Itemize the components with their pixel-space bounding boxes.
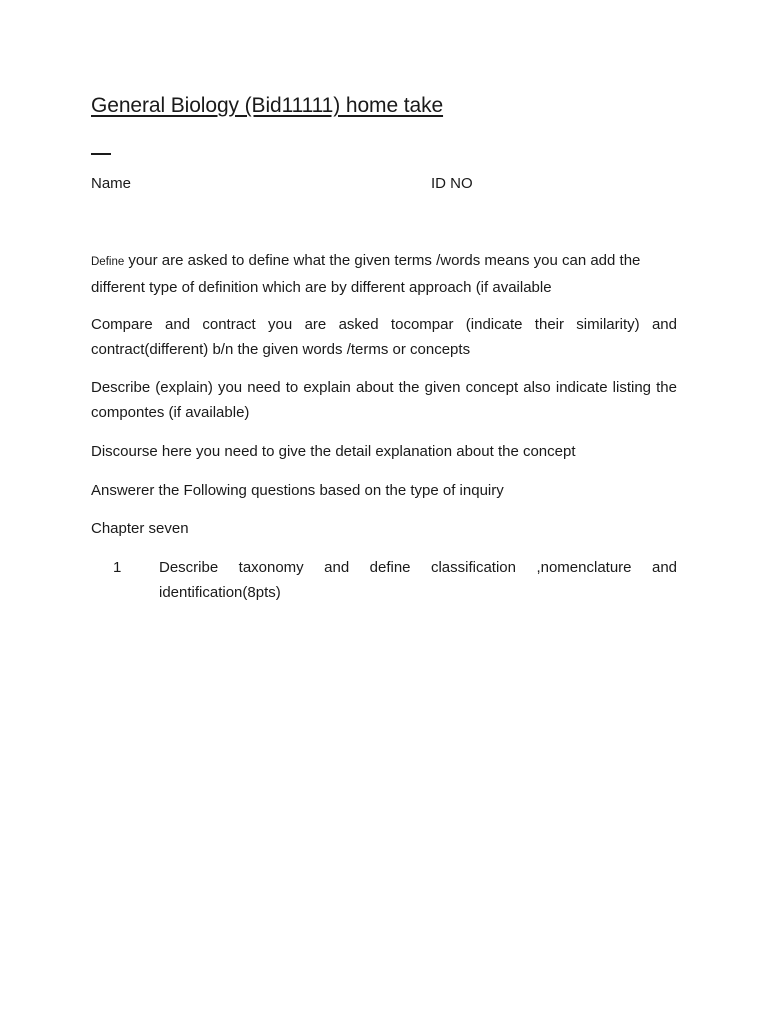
id-label: ID NO [431,175,473,192]
discourse-instruction: Discourse here you need to give the detail explanation about the concept [91,443,576,460]
question-line-2: identification(8pts) [159,584,281,601]
chapter-heading: Chapter seven [91,520,189,537]
define-text: your are asked to define what the given terms /words means you can add the different type of definition which are by different approach (if available [91,252,641,296]
answer-instruction: Answerer the Following questions based on the type of inquiry [91,482,504,499]
define-instruction [91,248,677,300]
question-line-1: Describe taxonomy and define classification ,nomenclature and [159,559,677,576]
question-text [159,555,677,605]
define-word: Define [91,256,125,268]
describe-instruction: Describe (explain) you need to explain about the given concept also indicate listing the compontes (if available) [91,379,677,421]
question-number: 1 [113,559,122,576]
blank-line [91,153,111,155]
compare-instruction: Compare and contract you are asked tocompar (indicate their similarity) and contract(different) b/n the given words /terms or concepts [91,316,677,358]
document-title: General Biology (Bid11111) home take [91,94,444,117]
name-label: Name [91,175,132,192]
